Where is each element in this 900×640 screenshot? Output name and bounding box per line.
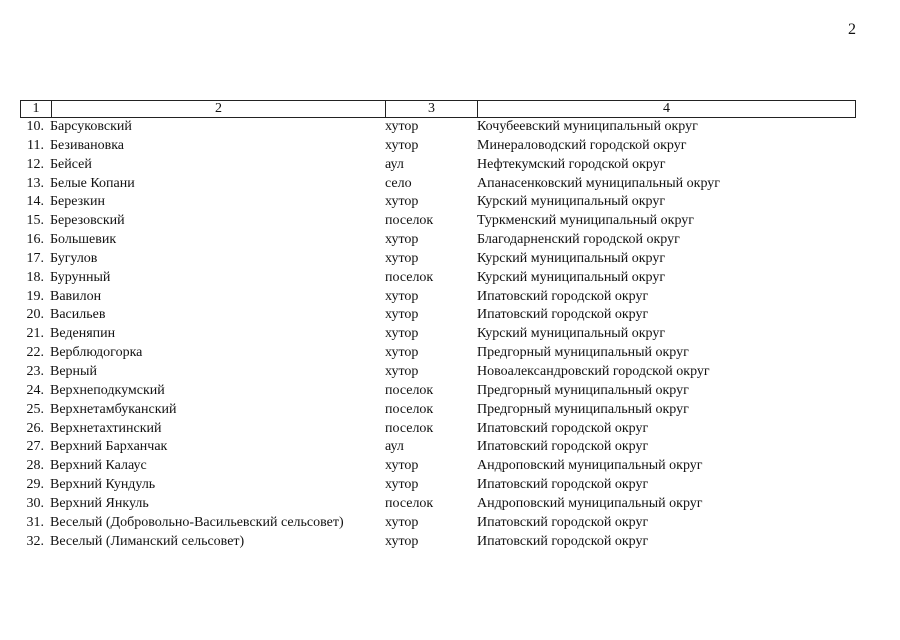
table-row bbox=[20, 193, 855, 212]
settlement-name: Верхнетамбуканский bbox=[50, 401, 177, 417]
table-row bbox=[20, 495, 855, 514]
table-row bbox=[20, 175, 855, 194]
settlement-name: Безивановка bbox=[50, 137, 124, 153]
row-number: 13. bbox=[26, 175, 44, 191]
row-number: 29. bbox=[26, 477, 44, 493]
settlement-type: поселок bbox=[385, 401, 434, 417]
settlement-name: Березовский bbox=[50, 213, 125, 229]
settlement-type: поселок bbox=[385, 269, 434, 285]
column-header-1: 1 bbox=[21, 101, 52, 118]
settlement-type: аул bbox=[385, 156, 404, 172]
column-header-3: 3 bbox=[386, 101, 478, 118]
settlement-name: Вавилон bbox=[50, 288, 102, 304]
settlement-name: Бурунный bbox=[50, 269, 111, 285]
settlement-type: хутор bbox=[385, 137, 419, 153]
settlement-district: Курский муниципальный округ bbox=[477, 326, 666, 342]
settlement-type: хутор bbox=[385, 288, 419, 304]
table-row bbox=[20, 476, 855, 495]
settlement-name: Веселый (Лиманский сельсовет) bbox=[50, 533, 245, 549]
settlement-district: Предгорный муниципальный округ bbox=[477, 382, 689, 398]
column-header-4: 4 bbox=[478, 101, 856, 118]
page-number: 2 bbox=[848, 21, 856, 38]
settlement-district: Благодарненский городской округ bbox=[477, 232, 680, 248]
table-row bbox=[20, 438, 855, 457]
row-number: 14. bbox=[26, 194, 44, 210]
settlement-name: Верхний Янкуль bbox=[50, 495, 149, 511]
table-row bbox=[20, 401, 855, 420]
settlement-district: Кочубеевский муниципальный округ bbox=[477, 119, 698, 134]
settlement-name: Белые Копани bbox=[50, 175, 135, 191]
settlement-type: поселок bbox=[385, 213, 434, 229]
settlement-district: Курский муниципальный округ bbox=[477, 269, 666, 285]
settlement-district: Курский муниципальный округ bbox=[477, 250, 666, 266]
table-row bbox=[20, 306, 855, 325]
row-number: 32. bbox=[26, 533, 44, 549]
settlement-type: хутор bbox=[385, 194, 419, 210]
table-row bbox=[20, 514, 855, 533]
settlement-list bbox=[20, 118, 855, 551]
settlement-type: поселок bbox=[385, 382, 434, 398]
settlement-type: хутор bbox=[385, 326, 419, 342]
settlement-district: Ипатовский городской округ bbox=[477, 307, 649, 323]
settlement-district: Апанасенковский муниципальный округ bbox=[477, 175, 721, 191]
row-number: 12. bbox=[26, 156, 44, 172]
column-header-row bbox=[21, 101, 856, 118]
settlement-district: Ипатовский городской округ bbox=[477, 439, 649, 455]
row-number: 26. bbox=[26, 420, 44, 436]
table-row bbox=[20, 156, 855, 175]
settlement-name: Веденяпин bbox=[50, 326, 116, 342]
settlement-district: Андроповский муниципальный округ bbox=[477, 495, 703, 511]
settlement-name: Верхнетахтинский bbox=[50, 420, 162, 436]
settlement-name: Васильев bbox=[50, 307, 106, 323]
row-number: 22. bbox=[26, 345, 44, 361]
settlement-district: Ипатовский городской округ bbox=[477, 420, 649, 436]
settlement-district: Курский муниципальный округ bbox=[477, 194, 666, 210]
table-row bbox=[20, 212, 855, 231]
row-number: 28. bbox=[26, 458, 44, 474]
settlement-type: хутор bbox=[385, 119, 419, 134]
row-number: 10. bbox=[26, 119, 44, 134]
table-row bbox=[20, 344, 855, 363]
settlement-district: Ипатовский городской округ bbox=[477, 288, 649, 304]
settlement-name: Верный bbox=[50, 363, 97, 379]
settlement-type: хутор bbox=[385, 533, 419, 549]
row-number: 16. bbox=[26, 232, 44, 248]
column-header-2: 2 bbox=[52, 101, 386, 118]
settlement-district: Ипатовский городской округ bbox=[477, 477, 649, 493]
settlement-name: Верхнеподкумский bbox=[50, 382, 165, 398]
settlement-name: Верхний Барханчак bbox=[50, 439, 168, 455]
table-row bbox=[20, 137, 855, 156]
settlement-district: Новоалександровский городской округ bbox=[477, 363, 710, 379]
row-number: 19. bbox=[26, 288, 44, 304]
settlement-name: Бугулов bbox=[50, 250, 98, 266]
settlement-type: аул bbox=[385, 439, 404, 455]
settlement-type: хутор bbox=[385, 363, 419, 379]
table-row bbox=[20, 325, 855, 344]
table-row bbox=[20, 533, 855, 552]
settlement-type: хутор bbox=[385, 345, 419, 361]
row-number: 11. bbox=[27, 137, 44, 153]
row-number: 24. bbox=[26, 382, 44, 398]
row-number: 25. bbox=[26, 401, 44, 417]
settlement-type: поселок bbox=[385, 495, 434, 511]
table-row bbox=[20, 420, 855, 439]
settlement-type: хутор bbox=[385, 232, 419, 248]
table-row bbox=[20, 363, 855, 382]
table-row bbox=[20, 382, 855, 401]
row-number: 15. bbox=[26, 213, 44, 229]
settlement-name: Березкин bbox=[50, 194, 105, 210]
table-row bbox=[20, 269, 855, 288]
row-number: 31. bbox=[26, 514, 44, 530]
settlement-district: Андроповский муниципальный округ bbox=[477, 458, 703, 474]
settlement-name: Большевик bbox=[50, 232, 117, 248]
row-number: 23. bbox=[26, 363, 44, 379]
settlement-name: Барсуковский bbox=[50, 119, 132, 134]
table-row bbox=[20, 250, 855, 269]
settlement-name: Бейсей bbox=[50, 156, 92, 172]
settlement-district: Нефтекумский городской округ bbox=[477, 156, 666, 172]
settlement-type: хутор bbox=[385, 250, 419, 266]
settlement-type: хутор bbox=[385, 514, 419, 530]
row-number: 21. bbox=[26, 326, 44, 342]
row-number: 20. bbox=[26, 307, 44, 323]
settlement-district: Предгорный муниципальный округ bbox=[477, 401, 689, 417]
settlement-type: поселок bbox=[385, 420, 434, 436]
row-number: 30. bbox=[26, 495, 44, 511]
row-number: 17. bbox=[26, 250, 44, 266]
settlement-district: Минераловодский городской округ bbox=[477, 137, 687, 153]
column-header-table bbox=[20, 100, 856, 118]
settlement-district: Ипатовский городской округ bbox=[477, 514, 649, 530]
settlement-type: село bbox=[385, 175, 412, 191]
settlement-district: Предгорный муниципальный округ bbox=[477, 345, 689, 361]
table-row bbox=[20, 231, 855, 250]
settlement-type: хутор bbox=[385, 458, 419, 474]
table-row bbox=[20, 457, 855, 476]
settlement-name: Верблюдогорка bbox=[50, 345, 143, 361]
settlement-district: Туркменский муниципальный округ bbox=[477, 213, 694, 229]
settlement-name: Верхний Калаус bbox=[50, 458, 147, 474]
settlement-type: хутор bbox=[385, 477, 419, 493]
row-number: 18. bbox=[26, 269, 44, 285]
settlement-name: Веселый (Добровольно-Васильевский сельсовет) bbox=[50, 514, 344, 530]
settlement-type: хутор bbox=[385, 307, 419, 323]
settlement-name: Верхний Кундуль bbox=[50, 477, 156, 493]
row-number: 27. bbox=[26, 439, 44, 455]
table-row bbox=[20, 288, 855, 307]
table-row bbox=[20, 118, 855, 137]
settlement-district: Ипатовский городской округ bbox=[477, 533, 649, 549]
